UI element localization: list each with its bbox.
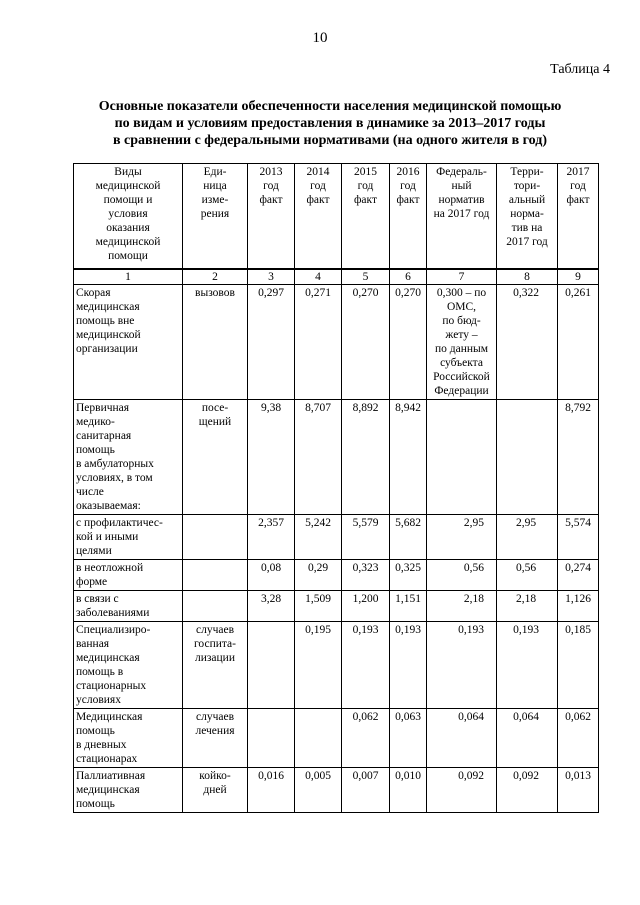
cell-line: год xyxy=(357,180,374,192)
column-header xyxy=(183,164,248,269)
cell-line: оказываемая: xyxy=(76,499,141,512)
cell-line: случаев xyxy=(195,710,234,723)
cell-line: факт xyxy=(566,194,590,206)
cell-line: помощь xyxy=(76,724,115,737)
cell-line: Медицинская xyxy=(76,710,143,723)
cell-line: год xyxy=(570,180,586,192)
territorial-norm-cell: 0,193 xyxy=(497,621,558,708)
care-type-cell xyxy=(74,399,183,514)
value-v2015: 5,579 xyxy=(342,514,390,559)
cell-line: ный xyxy=(451,180,472,192)
table-row xyxy=(74,284,599,399)
value-v2016: 1,151 xyxy=(390,590,427,621)
cell-line: помощь в xyxy=(76,665,124,678)
cell-line: ница xyxy=(203,180,227,192)
value-v2017: 0,013 xyxy=(558,767,599,812)
cell-line: Виды xyxy=(114,166,142,178)
cell-line: субъекта xyxy=(440,356,483,369)
value-v2013: 3,28 xyxy=(248,590,295,621)
cell-line: Скорая xyxy=(76,286,111,299)
table-row xyxy=(74,399,599,514)
column-number-row xyxy=(74,269,599,285)
title-line: по видам и условиям предоставления в динамике за 2013–2017 годы xyxy=(114,116,546,131)
value-v2015: 1,200 xyxy=(342,590,390,621)
column-number: 8 xyxy=(497,269,558,285)
value-v2014: 8,707 xyxy=(295,399,342,514)
column-header xyxy=(558,164,599,269)
cell-line: факт xyxy=(259,194,283,206)
cell-line: организации xyxy=(76,342,138,355)
column-header xyxy=(497,164,558,269)
cell-line: Еди- xyxy=(203,166,227,178)
cell-line: госпита- xyxy=(194,637,236,650)
cell-line: 0,064 xyxy=(458,710,484,723)
table-header-row xyxy=(74,164,599,269)
value-v2014 xyxy=(295,708,342,767)
value-v2014: 0,29 xyxy=(295,559,342,590)
column-number: 1 xyxy=(74,269,183,285)
cell-line: 2015 xyxy=(354,166,377,178)
unit-cell xyxy=(183,514,248,559)
cell-line: помощь xyxy=(76,443,115,456)
cell-line: стационарах xyxy=(76,752,138,765)
cell-line: 2017 xyxy=(566,166,590,178)
value-v2014: 0,271 xyxy=(295,284,342,399)
table-row xyxy=(74,590,599,621)
cell-line: норматив xyxy=(438,194,485,206)
value-v2017: 1,126 xyxy=(558,590,599,621)
cell-line: медицинская xyxy=(76,651,140,664)
cell-line: в связи с xyxy=(76,592,119,605)
cell-line: заболеваниями xyxy=(76,606,150,619)
cell-line: помощь вне xyxy=(76,314,135,327)
cell-line: посе- xyxy=(201,401,229,414)
territorial-norm-cell: 0,56 xyxy=(497,559,558,590)
value-v2015: 0,270 xyxy=(342,284,390,399)
care-type-cell xyxy=(74,708,183,767)
table-label: Таблица 4 xyxy=(550,62,610,77)
cell-line: дней xyxy=(203,783,227,796)
cell-line: Терри- xyxy=(510,166,544,178)
federal-norm-cell xyxy=(427,284,497,399)
cell-line: 2013 xyxy=(259,166,283,178)
value-v2016: 0,193 xyxy=(390,621,427,708)
unit-cell xyxy=(183,399,248,514)
cell-line: 2,95 xyxy=(463,516,484,529)
territorial-norm-cell: 0,064 xyxy=(497,708,558,767)
federal-norm-cell xyxy=(427,514,497,559)
value-v2013: 0,016 xyxy=(248,767,295,812)
cell-line: Федераль- xyxy=(436,166,487,178)
care-type-cell xyxy=(74,621,183,708)
cell-line: случаев xyxy=(195,623,234,636)
value-v2013 xyxy=(248,621,295,708)
care-type-cell xyxy=(74,514,183,559)
cell-line: 2016 xyxy=(396,166,420,178)
value-v2016: 8,942 xyxy=(390,399,427,514)
table-row xyxy=(74,514,599,559)
cell-line: год xyxy=(400,180,416,192)
value-v2015: 0,193 xyxy=(342,621,390,708)
cell-line: условиях, в том xyxy=(76,471,153,484)
table-row xyxy=(74,621,599,708)
document-title xyxy=(60,98,600,149)
territorial-norm-cell xyxy=(497,399,558,514)
cell-line: 2,18 xyxy=(463,592,484,605)
cell-line: в амбулаторных xyxy=(76,457,154,470)
cell-line: щений xyxy=(198,415,232,428)
value-v2013: 0,08 xyxy=(248,559,295,590)
column-number: 9 xyxy=(558,269,599,285)
column-number: 2 xyxy=(183,269,248,285)
cell-line: целями xyxy=(76,544,112,557)
federal-norm-cell xyxy=(427,708,497,767)
value-v2013: 0,297 xyxy=(248,284,295,399)
value-v2017: 5,574 xyxy=(558,514,599,559)
value-v2017: 0,062 xyxy=(558,708,599,767)
care-type-cell xyxy=(74,767,183,812)
value-v2016: 0,270 xyxy=(390,284,427,399)
column-number: 7 xyxy=(427,269,497,285)
cell-line: на 2017 год xyxy=(433,208,490,220)
value-v2013: 2,357 xyxy=(248,514,295,559)
unit-cell xyxy=(183,559,248,590)
care-type-cell xyxy=(74,284,183,399)
value-v2013: 9,38 xyxy=(248,399,295,514)
cell-line: 2017 год xyxy=(506,236,548,248)
table-row xyxy=(74,708,599,767)
cell-line: Паллиативная xyxy=(76,769,146,782)
cell-line: стационарных xyxy=(76,679,147,692)
value-v2016: 0,325 xyxy=(390,559,427,590)
cell-line: в неотложной xyxy=(76,561,144,574)
column-number: 5 xyxy=(342,269,390,285)
column-header xyxy=(390,164,427,269)
cell-line: медицинской xyxy=(95,180,161,192)
cell-line: 2014 xyxy=(306,166,330,178)
cell-line: альный xyxy=(508,194,546,206)
value-v2014: 0,195 xyxy=(295,621,342,708)
value-v2014: 1,509 xyxy=(295,590,342,621)
unit-cell xyxy=(183,590,248,621)
federal-norm-cell xyxy=(427,590,497,621)
page-number: 10 xyxy=(312,30,328,46)
value-v2016: 5,682 xyxy=(390,514,427,559)
federal-norm-cell xyxy=(427,559,497,590)
territorial-norm-cell: 2,18 xyxy=(497,590,558,621)
column-number: 4 xyxy=(295,269,342,285)
cell-line: Специализиро- xyxy=(76,623,151,636)
cell-line: лечения xyxy=(195,724,235,737)
federal-norm-cell xyxy=(427,399,497,514)
value-v2017: 0,261 xyxy=(558,284,599,399)
cell-line: оказания xyxy=(106,222,150,234)
unit-cell xyxy=(183,621,248,708)
cell-line: Федерации xyxy=(434,384,489,397)
value-v2014: 5,242 xyxy=(295,514,342,559)
cell-line: медицинская xyxy=(76,783,140,796)
value-v2017: 0,274 xyxy=(558,559,599,590)
cell-line: 0,56 xyxy=(463,561,484,574)
value-v2015: 0,323 xyxy=(342,559,390,590)
cell-line: вызовов xyxy=(195,286,235,299)
value-v2014: 0,005 xyxy=(295,767,342,812)
cell-line: по бюд- xyxy=(442,314,481,327)
cell-line: изме- xyxy=(201,194,229,206)
column-number: 6 xyxy=(390,269,427,285)
cell-line: 0,193 xyxy=(458,623,484,636)
unit-cell xyxy=(183,767,248,812)
value-v2016: 0,063 xyxy=(390,708,427,767)
territorial-norm-cell: 0,322 xyxy=(497,284,558,399)
cell-line: рения xyxy=(200,208,230,220)
value-v2015: 0,007 xyxy=(342,767,390,812)
indicators-table xyxy=(73,163,599,813)
cell-line: факт xyxy=(353,194,378,206)
table-row xyxy=(74,559,599,590)
cell-line: год xyxy=(263,180,279,192)
column-header xyxy=(248,164,295,269)
territorial-norm-cell: 0,092 xyxy=(497,767,558,812)
cell-line: условия xyxy=(108,208,148,220)
value-v2015: 8,892 xyxy=(342,399,390,514)
cell-line: медицинская xyxy=(76,300,140,313)
cell-line: норма- xyxy=(510,208,544,220)
cell-line: медико- xyxy=(76,415,115,428)
unit-cell xyxy=(183,708,248,767)
cell-line: санитарная xyxy=(76,429,132,442)
cell-line: Первичная xyxy=(76,401,130,414)
cell-line: Российской xyxy=(433,370,490,383)
cell-line: кой и иными xyxy=(76,530,139,543)
cell-line: факт xyxy=(306,194,330,206)
federal-norm-cell xyxy=(427,621,497,708)
column-header xyxy=(74,164,183,269)
value-v2017: 8,792 xyxy=(558,399,599,514)
cell-line: помощь xyxy=(76,797,115,810)
title-line: в сравнении с федеральными нормативами (на одного жителя в год) xyxy=(112,133,548,148)
cell-line: форме xyxy=(76,575,108,588)
territorial-norm-cell: 2,95 xyxy=(497,514,558,559)
cell-line: медицинской xyxy=(76,328,141,341)
column-header xyxy=(427,164,497,269)
title-line: Основные показатели обеспеченности населения медицинской помощью xyxy=(98,99,562,114)
care-type-cell xyxy=(74,590,183,621)
cell-line: год xyxy=(310,180,326,192)
value-v2015: 0,062 xyxy=(342,708,390,767)
cell-line: медицинской xyxy=(95,236,161,248)
cell-line: условиях xyxy=(76,693,121,706)
federal-norm-cell xyxy=(427,767,497,812)
value-v2016: 0,010 xyxy=(390,767,427,812)
table-row xyxy=(74,767,599,812)
cell-line: числе xyxy=(76,485,104,498)
cell-line: лизации xyxy=(194,651,235,664)
cell-line: жету – xyxy=(445,328,478,341)
column-header xyxy=(342,164,390,269)
cell-line: ванная xyxy=(76,637,110,650)
cell-line: ОМС, xyxy=(446,300,477,313)
cell-line: койко- xyxy=(199,769,231,782)
value-v2017: 0,185 xyxy=(558,621,599,708)
cell-line: помощи xyxy=(108,250,148,262)
column-number: 3 xyxy=(248,269,295,285)
cell-line: помощи и xyxy=(103,194,153,206)
value-v2013 xyxy=(248,708,295,767)
column-header xyxy=(295,164,342,269)
cell-line: с профилактичес- xyxy=(76,516,163,529)
cell-line: в дневных xyxy=(76,738,127,751)
cell-line: по данным xyxy=(434,342,489,355)
cell-line: 0,092 xyxy=(458,769,484,782)
unit-cell xyxy=(183,284,248,399)
care-type-cell xyxy=(74,559,183,590)
cell-line: 0,300 – по xyxy=(436,286,487,299)
cell-line: факт xyxy=(396,194,420,206)
cell-line: тив на xyxy=(511,222,543,234)
cell-line: тори- xyxy=(513,180,541,192)
